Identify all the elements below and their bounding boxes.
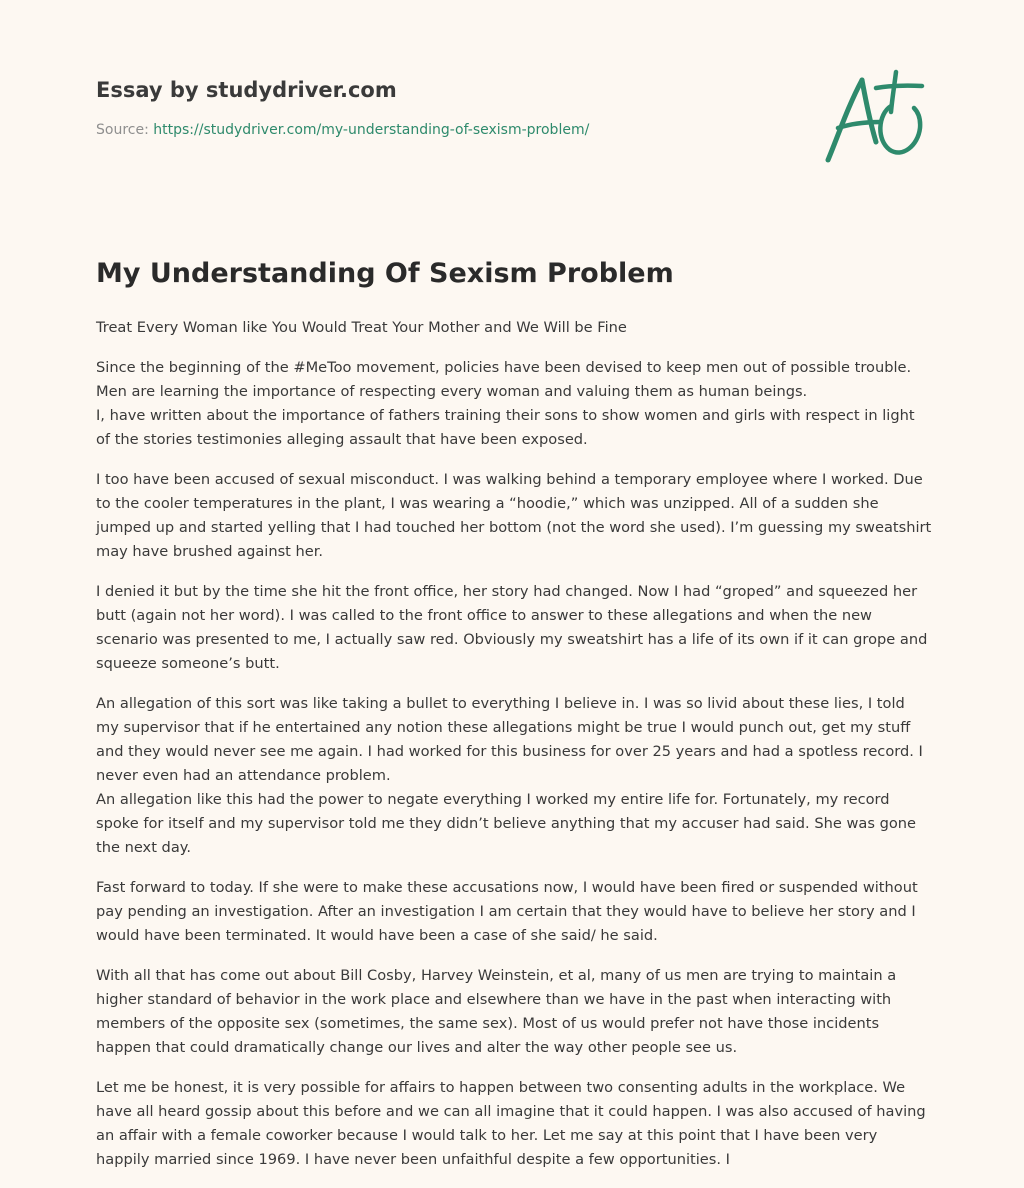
- essay-paragraph: [96, 692, 932, 860]
- essay-title: My Understanding Of Sexism Problem: [96, 258, 674, 289]
- essay-paragraph: [96, 964, 932, 1060]
- essay-paragraph: [96, 1076, 932, 1172]
- essay-paragraph: [96, 356, 932, 452]
- essay-body: [96, 316, 932, 1188]
- essay-paragraph: [96, 580, 932, 676]
- paragraph-text: An allegation of this sort was like taking a bullet to everything I believe in. I was so livid about these lies, I told my supervisor that if he entertained any notion these allegations might be true I would punch out, get my stuff and they would never see me again. I had worked for this business for over 25 years and had a spotless record. I never even had an attendance problem.: [96, 695, 923, 784]
- brand-title: Essay by studydriver.com: [96, 78, 397, 102]
- paragraph-text: Let me be honest, it is very possible for affairs to happen between two consenting adults in the workplace. We have all heard gossip about this before and we can all imagine that it could happen. I was also accused of having an affair with a female coworker because I would talk to her. Let me say at this point that I have been very happily married since 1969. I have never been unfaithful despite a few opportunities. I: [96, 1079, 926, 1168]
- paragraph-text: I too have been accused of sexual misconduct. I was walking behind a temporary employee where I worked. Due to the cooler temperatures in the plant, I was wearing a “hoodie,” which was unzipped. All of a sudden she jumped up and started yelling that I had touched her bottom (not the word she used). I’m guessing my sweatshirt may have brushed against her.: [96, 471, 932, 560]
- essay-paragraph: [96, 876, 932, 948]
- source-label: Source:: [96, 122, 149, 138]
- a-plus-grade-icon: [818, 66, 930, 166]
- paragraph-text: I denied it but by the time she hit the front office, her story had changed. Now I had “groped” and squeezed her butt (again not her word). I was called to the front office to answer to these allegations and when the new scenario was presented to me, I actually saw red. Obviously my sweatshirt has a life of its own if it can grope and squeeze someone’s butt.: [96, 583, 928, 672]
- paragraph-text: I, have written about the importance of fathers training their sons to show women and girls with respect in light of the stories testimonies alleging assault that have been exposed.: [96, 407, 915, 448]
- source-link[interactable]: https://studydriver.com/my-understanding-of-sexism-problem/: [153, 122, 590, 138]
- paragraph-text: With all that has come out about Bill Cosby, Harvey Weinstein, et al, many of us men are trying to maintain a higher standard of behavior in the work place and elsewhere than we have in the past when interacting with members of the opposite sex (sometimes, the same sex). Most of us would prefer not have those incidents happen that could dramatically change our lives and alter the way other people see us.: [96, 967, 897, 1056]
- paragraph-text: Since the beginning of the #MeToo movement, policies have been devised to keep men out of possible trouble. Men are learning the importance of respecting every woman and valuing them as human beings.: [96, 359, 912, 400]
- essay-paragraph: [96, 468, 932, 564]
- essay-subtitle: Treat Every Woman like You Would Treat Your Mother and We Will be Fine: [96, 319, 627, 336]
- paragraph-text: An allegation like this had the power to negate everything I worked my entire life for. Fortunately, my record spoke for itself and my supervisor told me they didn’t believe anything that my accuser had said. She was gone the next day.: [96, 791, 917, 856]
- paragraph-text: Fast forward to today. If she were to make these accusations now, I would have been fired or suspended without pay pending an investigation. After an investigation I am certain that they would have to believe her story and I would have been terminated. It would have been a case of she said/ he said.: [96, 879, 918, 944]
- source-line: [96, 120, 796, 140]
- essay-header: [96, 74, 796, 140]
